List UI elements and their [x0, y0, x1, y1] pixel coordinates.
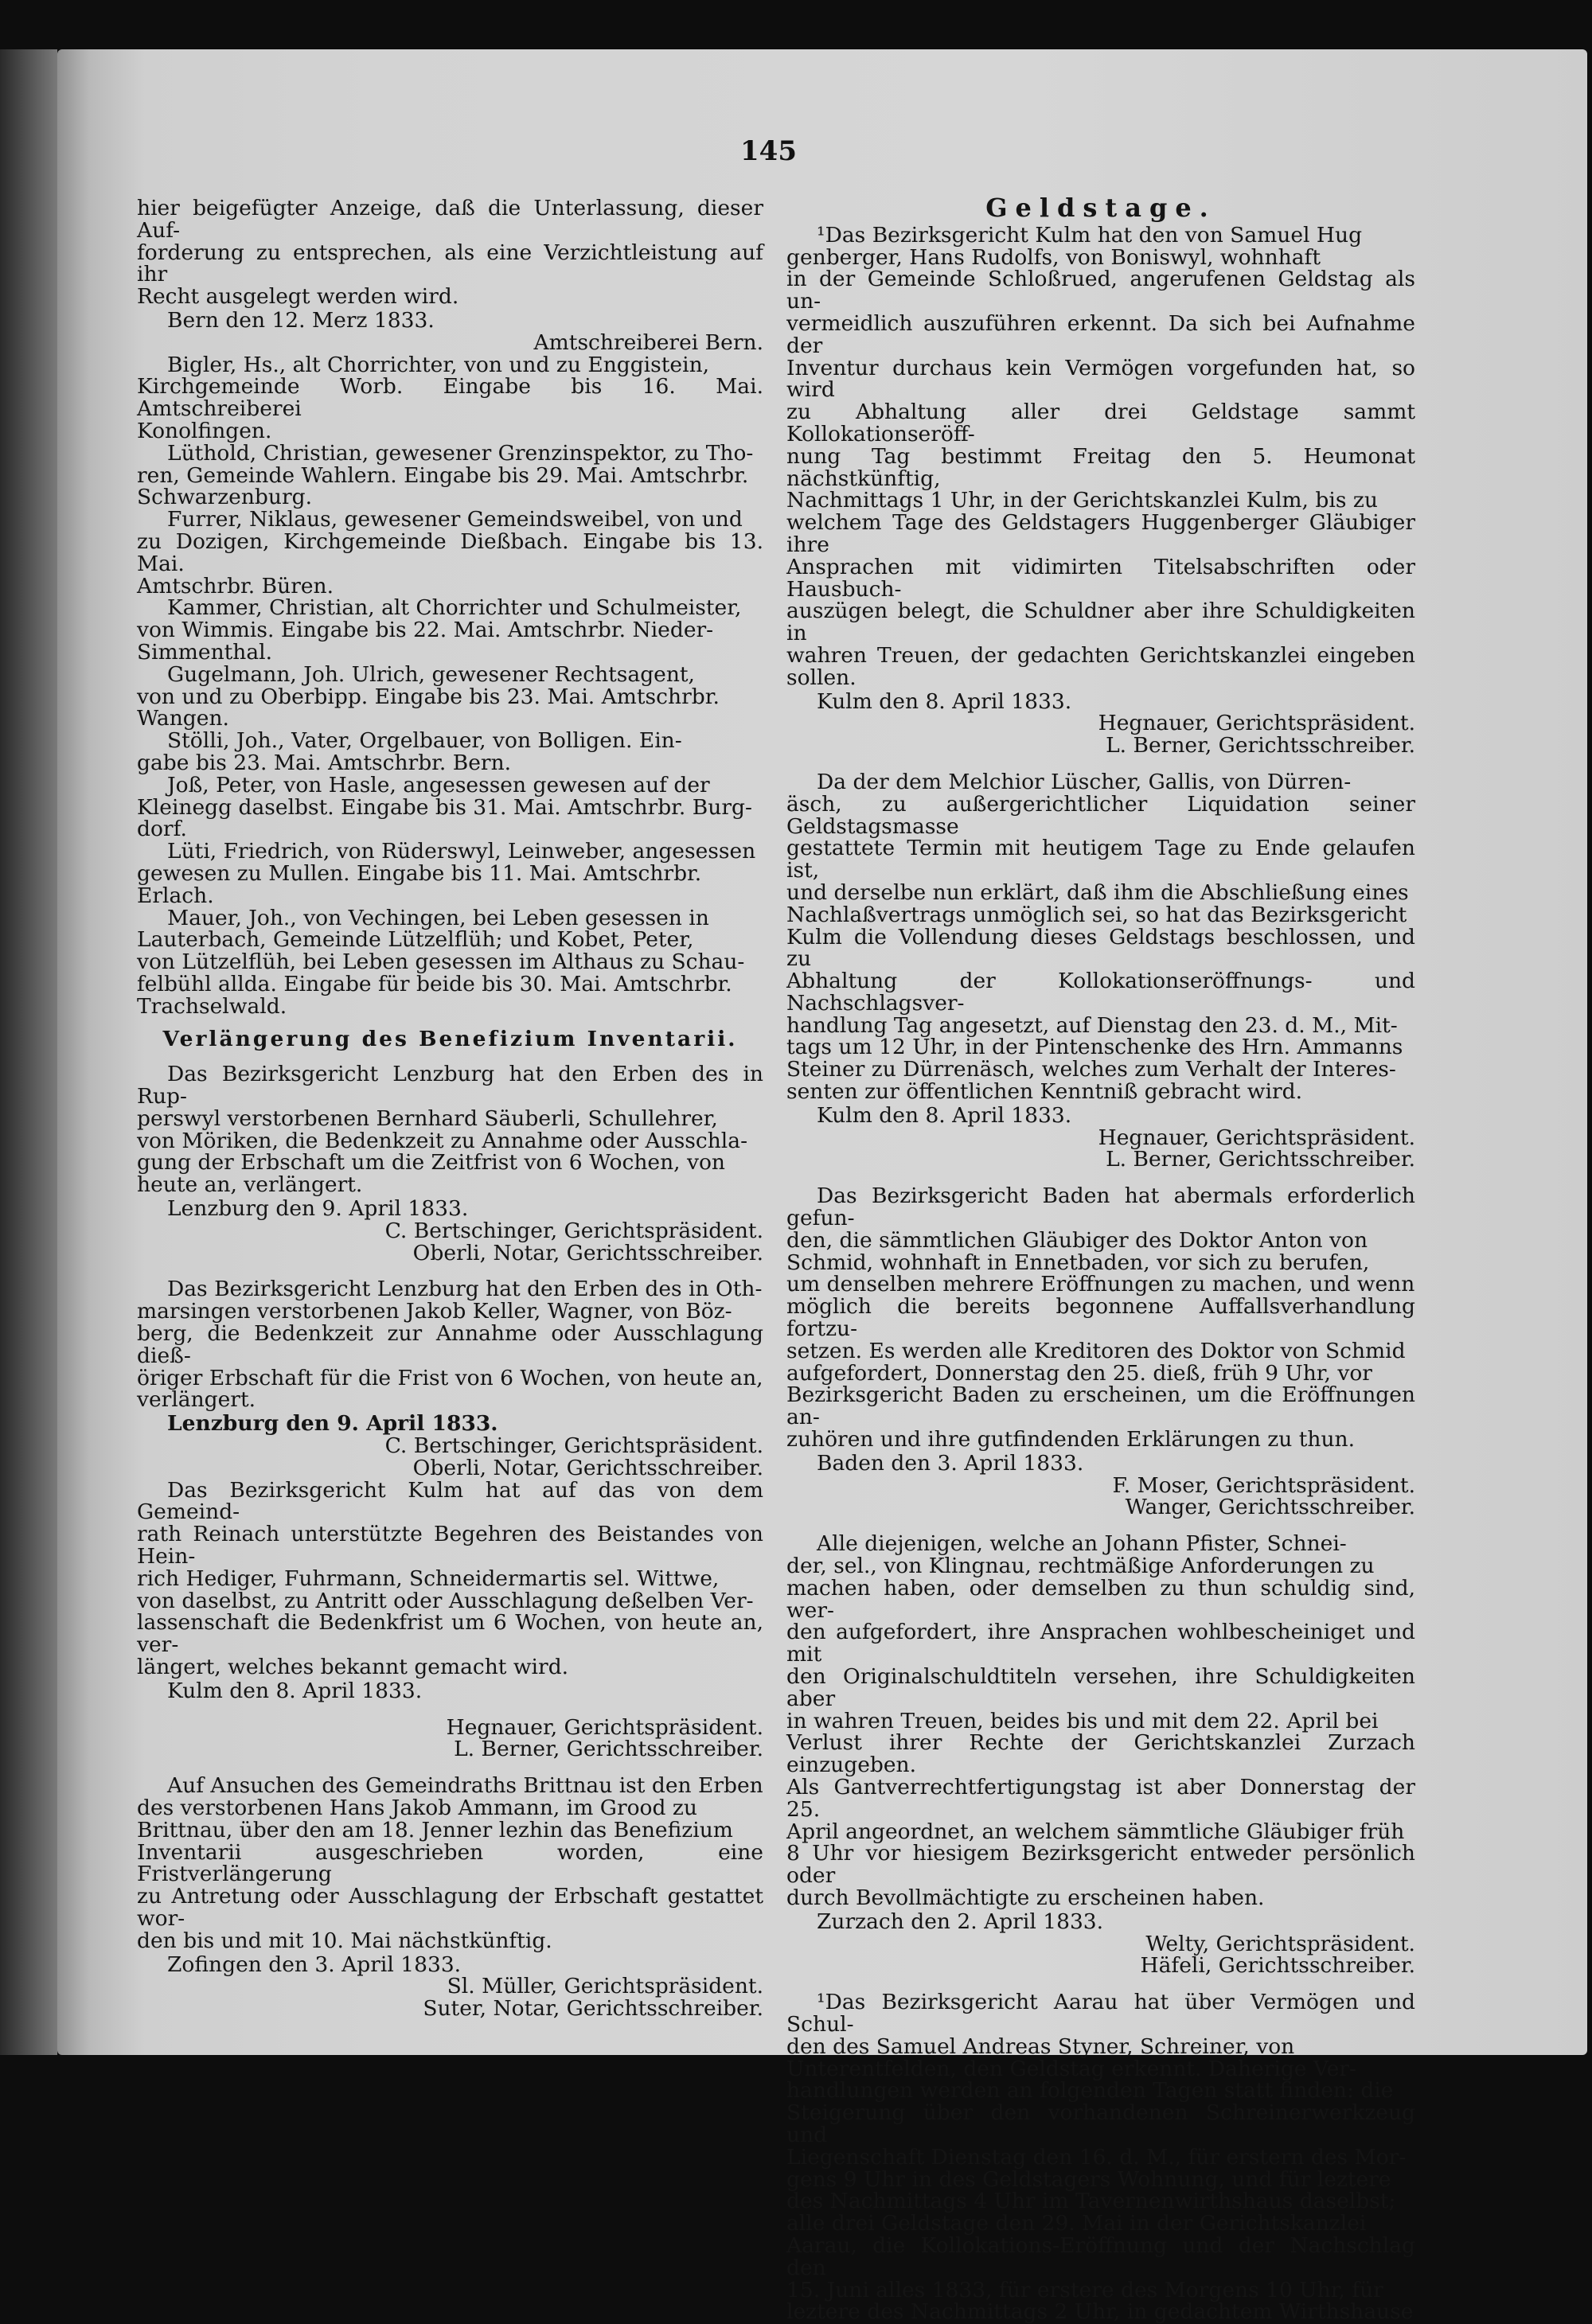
notice-text: Alle diejenigen, welche an Johann Pfister, Schnei- der, sel., von Klingnau, rechtmäßige Anforderungen zu machen haben, oder demselben zu thun schuldig sind, wer- den aufgefordert, ihre Ansprachen wohlbescheiniget und mit den Originalschuldtiteln versehen, ihre Schuldigkeiten aber in wahren Treuen, beides bis und mit dem 22. April bei Verlust ihrer Rechte der Gerichtskanzlei Zurzach einzugeben. Als Gantverrechtfertigungstag ist aber Donnerstag der 25. April angeordnet, an welchem sämmtliche Gläubiger früh 8 Uhr vor hiesigem Bezirksgericht entweder persönlich oder durch Bevollmächtigte zu erscheinen haben. — [786, 1531, 1415, 1910]
list-item: Lüthold, Christian, gewesener Grenzinspektor, zu Tho- ren, Gemeinde Wahlern. Eingabe bis 29. Mai. Amtschrbr. Schwarzenburg. — [137, 440, 754, 510]
notice-signature: Hegnauer, Gerichtspräsident. — [446, 1714, 763, 1740]
notice-signature: C. Bertschinger, Gerichtspräsident. — [384, 1218, 763, 1243]
notice-text: Auf Ansuchen des Gemeindraths Brittnau ist den Erben des verstorbenen Hans Jakob Ammann, im Grood zu Brittnau, über den am 18. Jenner lezhin das Benefizium Inventarii ausgeschrieben worden, eine Fristverlängerung zu Antretung oder Ausschlagung der Erbschaft gestattet wor- den bis und mit 10. Mai nächstkünftig. — [137, 1773, 763, 1953]
notice-text: ¹Das Bezirksgericht Kulm hat den von Samuel Hug genberger, Hans Rudolfs, von Boniswyl, wohnhaft in der Gemeinde Schloßrued, angerufenen Geldstag als un- vermeidlich auszuführen erkennt. Da sich bei Aufnahme der Inventur durchaus kein Vermögen vorgefunden hat, so wird zu Abhaltung aller drei Geldstage sammt Kollokationseröff- nung Tag bestimmt Freitag den 5. Heumonat nächstkünftig, Nachmittags 1 Uhr, in der Gerichtskanzlei Kulm, bis zu welchem Tage des Geldstagers Huggenberger Gläubiger ihre Ansprachen mit vidimirten Titelsabschriften oder Hausbuch- auszügen belegt, die Schuldner aber ihre Schuldigkeiten in wahren Treuen, der gedachten Gerichtskanzlei eingeben sollen. — [786, 222, 1415, 690]
notice-place-date: Zofingen den 3. April 1833. — [167, 1952, 462, 1977]
notice-text: Das Bezirksgericht Lenzburg hat den Erben des in Rup- perswyl verstorbenen Bernhard Säuberli, Schullehrer, von Möriken, die Bedenkzeit zu Annahme oder Ausschla- gung der Erbschaft um die Zeitfrist von 6 Wochen, von heute an, verlängert. — [137, 1062, 763, 1198]
notice-text: Das Bezirksgericht Kulm hat auf das von dem Gemeind- rath Reinach unterstützte Begehren des Beistandes von Hein- rich Hediger, Fuhrmann, Schneidermartis sel. Wittwe, von daselbst, zu Antritt oder Ausschlagung deßelben Ver- lassenschaft die Bedenkfrist um 6 Wochen, von heute an, ver- längert, welches bekannt gemacht wird. — [137, 1477, 763, 1679]
list-item: Mauer, Joh., von Vechingen, bei Leben gesessen in Lauterbach, Gemeinde Lützelflüh; und Kobet, Peter, von Lützelflüh, bei Leben gesessen im Althaus zu Schau- felbühl allda. Eingabe für beide bis 30. Mai. Amtschrbr. Trachselwald. — [137, 905, 745, 1019]
notice-place-date: Kulm den 8. April 1833. — [167, 1678, 423, 1703]
notice-text: Das Bezirksgericht Lenzburg hat den Erben des in Oth- marsingen verstorbenen Jakob Keller, Wagner, von Böz- berg, die Bedenkzeit zur Annahme oder Ausschlagung dieß- öriger Erbschaft für die Frist von 6 Wochen, von heute an, verlängert. — [137, 1277, 763, 1413]
section-title-geldstage: Geldstage. — [985, 193, 1216, 223]
notice-place-date: Lenzburg den 9. April 1833. — [167, 1411, 498, 1437]
notice-text: ¹Das Bezirksgericht Aarau hat über Vermögen und Schul- den des Samuel Andreas Styner, Schreiner, von Unterentfelden, den Geldstag erkennt. Daherige Ver- handlungen werden an folgenden Tagen statt finden: die Steigerung über den vorhandenen Schreinerwerkzeug und Liegenschaft Dienstag den 16. d. M., für erstern des Mor- gens 9 Uhr in des Geldstagers Wohnung, und für leztere des Nachmittags 4 Uhr im Tavernenwirthshaus daselbst; alle drei Geldstage den 29. Mai in der Gerichtskanzlei Aarau, die Kollokations-Eröffnung und der Nachschlag den 15. Juni alles 1833, für erstere des Morgens 10 Uhr, für leztere des Nachmittags 2 Uhr, in gedachtem Wirthshause — [786, 1990, 1415, 2324]
notice-place-date: Baden den 3. April 1833. — [817, 1450, 1084, 1476]
opening-office: Amtschreiberei Bern. — [533, 329, 763, 355]
opening-paragraph: hier beigefügter Anzeige, daß die Unterlassung, dieser Auf- forderung zu entsprechen, als eine Verzichtleistung auf ihr Recht ausgelegt werden wird. — [137, 196, 763, 310]
list-item: Joß, Peter, von Hasle, angesessen gewesen auf der Kleinegg daselbst. Eingabe bis 31. Mai. Amtschrbr. Burg- dorf. — [137, 772, 752, 842]
page-number: 145 — [740, 135, 797, 167]
left-column — [137, 197, 763, 2020]
notice-signature: Oberli, Notar, Gerichtsschreiber. — [412, 1455, 763, 1480]
notice-place-date: Kulm den 8. April 1833. — [817, 688, 1072, 714]
notice-signature: L. Berner, Gerichtsschreiber. — [1106, 1147, 1415, 1172]
notice-place-date: Zurzach den 2. April 1833. — [817, 1909, 1104, 1934]
list-item: Lüti, Friedrich, von Rüderswyl, Leinweber, angesessen gewesen zu Mullen. Eingabe bis 11. Mai. Amtschrbr. Erlach. — [137, 839, 756, 908]
book-spine — [0, 49, 57, 2055]
list-item: Bigler, Hs., alt Chorrichter, von und zu Enggistein, Kirchgemeinde Worb. Eingabe bis 16. Mai. Amtschreiberei Konolfingen. — [137, 352, 763, 443]
right-column — [786, 193, 1415, 2324]
notice-place-date: Lenzburg den 9. April 1833. — [167, 1196, 469, 1222]
notice-text: Da der dem Melchior Lüscher, Gallis, von Dürren- äsch, zu außergerichtlicher Liquidation seiner Geldstagsmasse gestattete Termin mit heutigem Tage zu Ende gelaufen ist, und derselbe nun erklärt, daß ihm die Abschließung eines Nachlaßvertrags unmöglich sei, so hat das Bezirksgericht Kulm die Vollendung dieses Geldstags beschlossen, und zu Abhaltung der Kollokationseröffnungs- und Nachschlagsver- handlung Tag angesetzt, auf Dienstag den 23. d. M., Mit- tags um 12 Uhr, in der Pintenschenke des Hrn. Ammanns Steiner zu Dürrenäsch, welches zum Verhalt der Interes- senten zur öffentlichen Kenntniß gebracht wird. — [786, 769, 1415, 1105]
notice-signature: F. Moser, Gerichtspräsident. — [1112, 1472, 1415, 1498]
notice-signature: Oberli, Notar, Gerichtsschreiber. — [412, 1240, 763, 1265]
notice-signature: Hegnauer, Gerichtspräsident. — [1098, 711, 1415, 736]
notice-signature: Welty, Gerichtspräsident. — [1145, 1931, 1415, 1956]
list-item: Stölli, Joh., Vater, Orgelbauer, von Bolligen. Ein- gabe bis 23. Mai. Amtschrbr. Bern. — [137, 728, 682, 775]
notice-text: Das Bezirksgericht Baden hat abermals erforderlich gefun- den, die sämmtlichen Gläubiger des Doktor Anton von Schmid, wohnhaft in Ennetbaden, vor sich zu berufen, um denselben mehrere Eröffnungen zu machen, und wenn möglich die bereits begonnene Auffallsverhandlung fortzu- setzen. Es werden alle Kreditoren des Doktor von Schmid aufgefordert, Donnerstag den 25. dieß, früh 9 Uhr, vor Bezirksgericht Baden zu erscheinen, um die Eröffnungen an- zuhören und ihre gutfindenden Erklärungen zu thun. — [786, 1183, 1415, 1452]
list-item: Kammer, Christian, alt Chorrichter und Schulmeister, von Wimmis. Eingabe bis 22. Mai. Amtschrbr. Nieder- Simmenthal. — [137, 595, 742, 665]
section-title-benefizium: Verlängerung des Benefizium Inventarii. — [162, 1027, 738, 1052]
notice-signature: Suter, Notar, Gerichtsschreiber. — [423, 1996, 763, 2022]
notice-signature: L. Berner, Gerichtsschreiber. — [1106, 733, 1415, 758]
list-item: Gugelmann, Joh. Ulrich, gewesener Rechtsagent, von und zu Oberbipp. Eingabe bis 23. Mai. Amtschrbr. Wangen. — [137, 661, 720, 731]
notice-place-date: Kulm den 8. April 1833. — [817, 1102, 1072, 1128]
notice-signature: Wanger, Gerichtsschreiber. — [1125, 1495, 1415, 1520]
notice-signature: Häfeli, Gerichtsschreiber. — [1140, 1953, 1415, 1979]
notice-signature: Hegnauer, Gerichtspräsident. — [1098, 1125, 1415, 1150]
notice-signature: C. Bertschinger, Gerichtspräsident. — [384, 1433, 763, 1459]
opening-place-date: Bern den 12. Merz 1833. — [167, 307, 435, 333]
notice-signature: L. Berner, Gerichtsschreiber. — [454, 1737, 763, 1762]
list-item: Furrer, Niklaus, gewesener Gemeindsweibel, von und zu Dozigen, Kirchgemeinde Dießbach. Eingabe bis 13. Mai. Amtschrbr. Büren. — [137, 507, 763, 599]
notice-signature: Sl. Müller, Gerichtspräsident. — [447, 1974, 763, 1999]
